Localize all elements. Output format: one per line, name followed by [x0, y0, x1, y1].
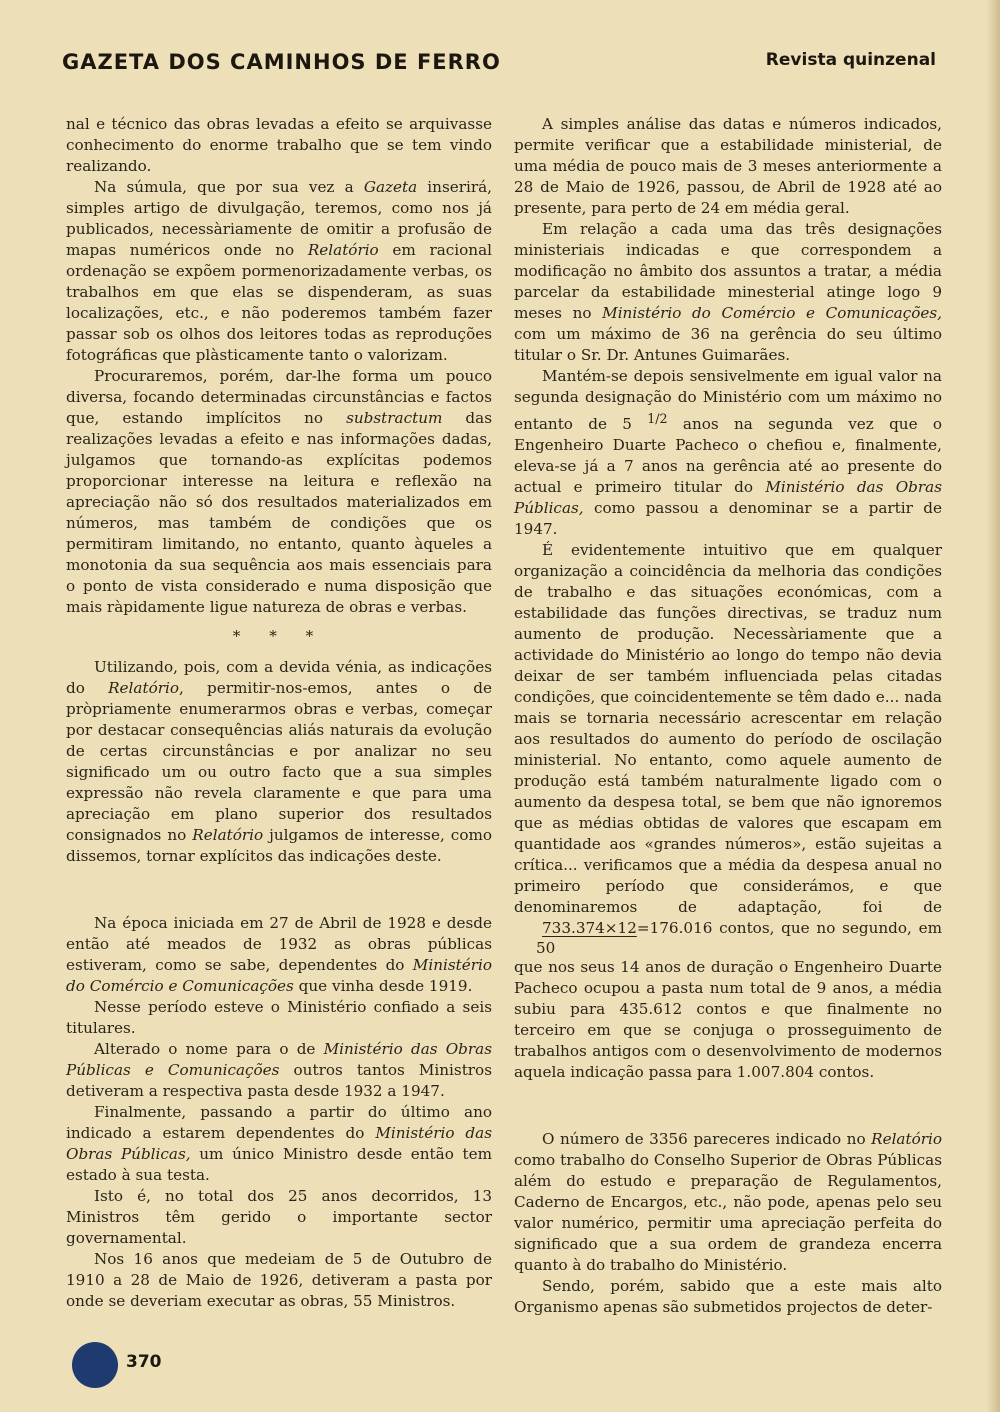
magazine-subtitle: Revista quinzenal — [765, 50, 936, 70]
paragraph: Utilizando, pois, com a devida vénia, as indicações do Relatório, permitir-nos-emos, antes o de pròpriamente enumerarmos obras e verbas, começar por destacar consequências aliás naturais da evolução de certas circunstâncias e por analizar no seu significado um ou outro facto que a sua simples expressão não revela claramente e que para uma apreciação em plano superior dos resultados consignados no Relatório julgamos de interesse, como dissemos, tornar explícitos das indicações deste. — [66, 658, 493, 865]
paragraph: Em relação a cada uma das três designações ministeriais indicadas e que correspondem a modificação no âmbito dos assuntos a tratar, a média parcelar da estabilidade minesterial atinge logo 9 meses no Ministério do Comércio e Comunicações, com um máximo de 36 na gerência do seu último titular o Sr. Dr. Antunes Guimarães. — [514, 220, 943, 364]
paragraph: nal e técnico das obras levadas a efeito se arquivasse conhecimento do enorme trabalho que se tem vindo realizando. — [66, 115, 492, 175]
left-column — [66, 114, 492, 1312]
magazine-title: GAZETA DOS CAMINHOS DE FERRO — [62, 50, 501, 74]
paragraph: Finalmente, passando a partir do último ano indicado a estarem dependentes do Ministério das Obras Públicas, um único Ministro desde então tem estado à sua testa. — [66, 1103, 493, 1184]
paragraph: A simples análise das datas e números indicados, permite verificar que a estabilidade ministerial, de uma média de pouco mais de 3 meses anteriormente a 28 de Maio de 1926, passou, de Abril de 1928 até ao presente, para perto de 24 em média geral. — [514, 115, 942, 217]
paragraph: Isto é, no total dos 25 anos decorridos, 13 Ministros têm gerido o importante sector governamental. — [66, 1187, 492, 1247]
paragraph: Mantém-se depois sensivelmente em igual valor na segunda designação do Ministério com um máximo no entanto de 5 $^{1/2}$ anos na segunda vez que o Engenheiro Duarte Pacheco o chefiou e, finalmente, eleva-se já a 7 anos na gerência até ao presente do actual e primeiro titular do Ministério das Obras Públicas, como passou a denominar se a partir de 1947. — [514, 367, 943, 539]
page-marker-circle — [72, 1342, 118, 1388]
fraction-half: 1/2 — [647, 411, 668, 426]
paragraph: Sendo, porém, sabido que a este mais alto Organismo apenas são submetidos projectos de deter- — [514, 1277, 942, 1317]
paragraph: É evidentemente intuitivo que em qualquer organização a coincidência da melhoria das condições de trabalho e das situações económicas, com a estabilidade das funções directivas, se traduz num aumento de produção. Necessàriamente que a actividade do Ministério ao longo do tempo não devia deixar de ser também influenciada pelas citadas condições, que coincidentemente se têm dado e... nada mais se tornaria necessário acrescentar em relação aos resultados do aumento do período de oscilação ministerial. No entanto, como aquele aumento de produção está também naturalmente ligado com o aumento da despesa total, se bem que não ignoremos que as médias obtidas de valores que escapam em quantidade aos «grandes números», estão sujeitas a crítica... verificamos que a média da despesa anual no primeiro período que considerámos, e que denominaremos de adaptação, foi de 733.374×12=176.016 50 contos, que no segundo, em que nos seus 14 anos de duração o Engenheiro Duarte Pacheco ocupou a pasta num total de 9 anos, a média subiu para 435.612 contos e que finalmente no terceiro em que se conjuga o prosseguimento de trabalhos antigos com o desenvolvimento de modernos aquela indicação passa para 1.007.804 contos. — [514, 541, 942, 1082]
paragraph: Nos 16 anos que medeiam de 5 de Outubro de 1910 a 28 de Maio de 1926, detiveram a pasta por onde se deveriam executar as obras, 55 Ministros. — [66, 1250, 492, 1310]
paragraph: Na época iniciada em 27 de Abril de 1928 e desde então até meados de 1932 as obras públicas estiveram, como se sabe, dependentes do Ministério do Comércio e Comunicações que vinha desde 1919. — [66, 914, 492, 995]
right-column — [514, 114, 942, 1318]
page-number: 370 — [126, 1352, 162, 1372]
paragraph: Na súmula, que por sua vez a Gazeta inserirá, simples artigo de divulgação, teremos, como nos já publicados, necessàriamente de omitir a profusão de mapas numéricos onde no Relatório em racional ordenação se expõem pormenorizadamente verbas, os trabalhos em que elas se dispenderam, as suas localizações, etc., e não poderemos também fazer passar sob os olhos dos leitores todas as reproduções fotográficas que plàsticamente tanto o valorizam. — [66, 178, 492, 364]
paragraph: Nesse período esteve o Ministério confiado a seis titulares. — [66, 998, 492, 1037]
section-divider: * * * — [232, 627, 326, 645]
formula-fraction: 733.374×12=176.016 50 — [536, 919, 713, 958]
paragraph: Alterado o nome para o de Ministério das Obras Públicas e Comunicações outros tantos Ministros detiveram a respectiva pasta desde 1932 a 1947. — [66, 1040, 493, 1100]
paragraph: O número de 3356 pareceres indicado no Relatório como trabalho do Conselho Superior de Obras Públicas além do estudo e preparação de Regulamentos, Caderno de Encargos, etc., não pode, apenas pelo seu valor numérico, permitir uma apreciação perfeita do significado que a sua ordem de grandeza encerra quanto à do trabalho do Ministério. — [514, 1130, 942, 1275]
paragraph: Procuraremos, porém, dar-lhe forma um pouco diversa, focando determinadas circunstâncias e factos que, estando implícitos no substractum das realizações levadas a efeito e nas informações dadas, julgamos que tornando-as explícitas podemos proporcionar interesse na leitura e reflexão na apreciação não só dos resultados materializados em números, mas também de condições que os permitiram limitando, no entanto, quanto àqueles a monotonia da sua sequência aos mais essenciais para o ponto de vista considerado e numa disposição que mais ràpidamente ligue natureza de obras e verbas. — [66, 367, 492, 616]
page-edge-shadow — [986, 0, 1000, 1412]
